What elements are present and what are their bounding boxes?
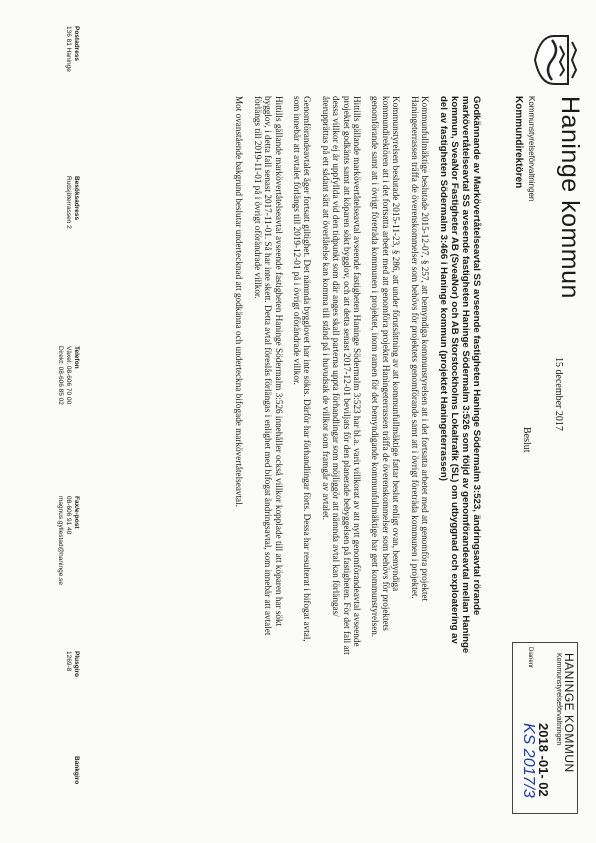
body-paragraph: Mot ovanstående bakgrund beslutar undertecknad att godkänna och underteckna bifogade markövertåtelseavtal.: [234, 96, 245, 507]
footer-value: Direkt: 08-606 85 02: [57, 346, 64, 405]
footer-label: Telefon: [73, 346, 80, 369]
registration-stamp: [512, 642, 578, 814]
footer-label: Plusgiro: [73, 651, 80, 678]
stamp-org-sub: Kommunstyrelseförvaltningen: [555, 653, 562, 746]
footer-fax-email: [56, 496, 80, 585]
body-paragraph: Hittills gällande markövertåtelseavtal avseende fastigheten Haninge Södermalm 3:526 innehåller också villkor kopplade till att köparen har sökt bygglov, i detta fall senast 2017-11-01. Så har inte skett. Detta avtal föreslås förlängas i enlighet med bifogat ändringsavtal, som innebär att avtalet förlängs till 2019-11-01 på i övrigt oförändrade villkor.: [252, 96, 284, 636]
document-body: [226, 96, 482, 656]
body-paragraph: Genomförandeavtalet äger fortsatt giltighet. Det nämnda bygglovet har inte sökts. Därför har förhandlingar förts. Dessa har resulterat i bifogat avtal, som innebär att avtalet förlängs till 2019-12-01 på i övrigt oförändrade villkor.: [291, 96, 313, 642]
footer-value: magnus.gyllestad@haninge.se: [57, 496, 64, 585]
footer-value: Rudsjöterrassen 2: [65, 176, 72, 229]
brand-name: Haninge kommun: [556, 96, 584, 299]
footer-value: 1269-8: [65, 651, 72, 672]
footer-label: Fax/e-post: [73, 496, 80, 529]
brand-department: Kommunstyrelseförvaltningen: [527, 96, 536, 202]
document-date: 15 december 2017: [553, 357, 564, 431]
body-paragraph: Hittills gällande markövertåtelseavtal avseende fastigheten Haninge Södermalm 3:523 har bl.a. varit villkorat av att nytt genomförandeavtal avseende projektet godkänts samt att köparen sökt bygglov, och att detta senast 2017-12-01 beviljats för den planerade bebyggelsen på fastigheten. För det fall att dessa villkor ej är uppfyllda vid den tidpunkt som där anges skall parterna uppta förhandlingar som möjliggör att nämnda avtal kan förlängas/återupprättas på ett sådant sätt att överlåtelse kan komma till stånd på i huvudsak de villkor som framgår av avtalet.: [320, 96, 362, 655]
footer-value: 136 81 Haninge: [65, 26, 72, 72]
footer-visit: [64, 176, 80, 229]
footer-value: 08-606 91 40: [65, 496, 72, 535]
footer-label: Besöksadress: [73, 176, 80, 221]
footer-label: Bankgiro: [73, 756, 80, 785]
stamp-date: 2018 -01- 02: [536, 723, 551, 797]
footer-label: Postadress: [73, 26, 80, 62]
stamp-dnr-handwritten: KS 2017/3: [520, 723, 537, 798]
document-type: Beslut: [521, 427, 532, 453]
document-footer: [40, 26, 80, 816]
haninge-coat-of-arms-icon: [534, 32, 578, 88]
org-unit: Kommundirektören: [513, 96, 524, 189]
footer-plusgiro: [64, 651, 80, 677]
footer-postal: [64, 26, 80, 72]
stamp-dnr-label: Diarienr: [527, 647, 533, 669]
document-subject: Godkännande av Markövertåtelseavtal SS avseende fastigheten Haninge Södermalm 3:523, ändringsavtal rörande markövertåtelseavtal SS avseende fastigheten Haninge Södermalm 3:526 som följd av genomförandeavtal mellan Haninge kommun, SveaNor Fastigheter AB (SveaNor) och AB Storstockholms Lokaltrafik (SL) om utbyggnad och exploatering av del av fastigheten Södermalm 3:466 i Haninge kommun (projektet Haningeterrassen): [438, 96, 482, 654]
rotated-document: [22, 22, 582, 822]
footer-value: Växel: 08-606 70 00: [65, 346, 72, 405]
footer-phone: [56, 346, 80, 405]
footer-bankgiro: [72, 756, 80, 784]
body-paragraph: Kommunstyrelsen beslutade 2015-11-23, § 286, att under förutsättning av att kommunfullmäktige fattar beslut enligt ovan, bemyndiga kommundirektören att i det fortsatta arbetet med att genomföra projektet Haningeterrassen träffa de överenskommelser som behövs för projektets genomförande samt att i övrigt företräda kommunen i projektet, inom ramen för det bemyndigande kommunfullmäktige har gett kommunstyrelsen.: [370, 96, 402, 638]
stamp-org: HANINGE KOMMUN: [562, 653, 576, 773]
body-paragraph: Kommunfullmäktige beslutade 2015-12-07, § 257, att bemyndiga kommunstyrelsen att i det fortsatta arbetet med att genomföra projektet Haningeterrassen träffa de överenskommelser som behövs för projektets genomförande samt att i övrigt företräda kommunen i projektet.: [409, 96, 430, 602]
